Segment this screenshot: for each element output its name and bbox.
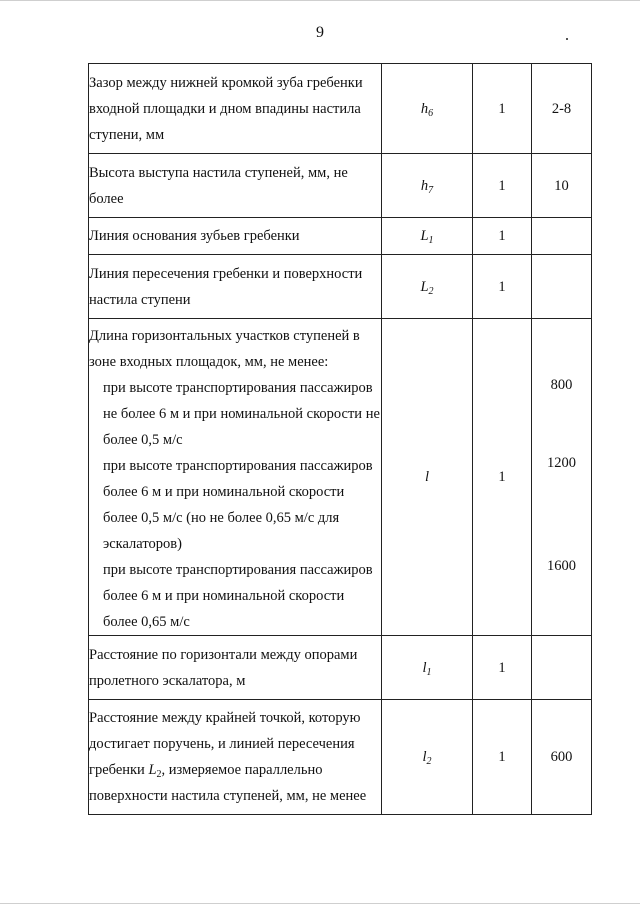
row-symbol: $L_2$: [382, 255, 473, 319]
row-value: [532, 218, 592, 255]
row-symbol: $L_1$: [382, 218, 473, 255]
scan-edge-top: [0, 0, 640, 1]
table-row: [89, 218, 592, 255]
row-description-title: Длина горизонтальных участков ступеней в зоне входных площадок, мм, не менее:: [89, 328, 360, 370]
row-symbol: $h_6$: [382, 64, 473, 154]
row-description: [89, 319, 382, 636]
row-description: Линия пересечения гребенки и поверхности настила ступени: [89, 255, 382, 319]
row-symbol: $h_7$: [382, 154, 473, 218]
page-number: 9: [316, 24, 324, 41]
parameters-table: [88, 63, 592, 815]
row-value: 800: [550, 377, 573, 393]
list-item: при высоте транспортирования пассажиров более 6 м и при номинальной скорости более 0,65 м/с: [103, 562, 373, 630]
row-quantity: 1: [473, 154, 532, 218]
row-symbol: l: [382, 319, 473, 636]
table-row: [89, 319, 592, 636]
row-quantity: 1: [473, 636, 532, 700]
row-quantity: 1: [473, 255, 532, 319]
inline-symbol: L: [148, 762, 157, 778]
row-description: Расстояние по горизонтали между опорами пролетного эскалатора, м: [89, 636, 382, 700]
row-value: 1600: [547, 558, 576, 574]
row-value: [532, 255, 592, 319]
row-description: Расстояние между крайней точкой, которую достигает поручень, и линией пересечения гребенки $L_2$, измеряемое параллельно поверхности настила ступеней, мм, не менее: [89, 700, 382, 815]
table-row: [89, 255, 592, 319]
row-description: Линия основания зубьев гребенки: [89, 218, 382, 255]
row-value: 2-8: [532, 64, 592, 154]
row-quantity: 1: [473, 64, 532, 154]
row-value: 600: [532, 700, 592, 815]
row-value: 10: [532, 154, 592, 218]
table-row: [89, 154, 592, 218]
table-row: [89, 700, 592, 815]
scan-speck: [566, 38, 568, 40]
row-quantity: 1: [473, 319, 532, 636]
row-quantity: 1: [473, 700, 532, 815]
row-value: [532, 636, 592, 700]
table-row: [89, 636, 592, 700]
list-item: при высоте транспортирования пассажиров более 6 м и при номинальной скорости более 0,5 м/с (но не более 0,65 м/с для эскалаторов): [103, 458, 373, 552]
scan-edge-bottom: [0, 903, 640, 904]
row-values: [532, 319, 592, 636]
list-item: при высоте транспортирования пассажиров не более 6 м и при номинальной скорости не более 0,5 м/с: [103, 380, 380, 448]
table-row: [89, 64, 592, 154]
row-quantity: 1: [473, 218, 532, 255]
row-symbol: $l_1$: [382, 636, 473, 700]
row-value: 1200: [547, 455, 576, 471]
row-symbol: $l_2$: [382, 700, 473, 815]
row-description: Зазор между нижней кромкой зуба гребенки входной площадки и дном впадины настила ступени, мм: [89, 64, 382, 154]
row-description: Высота выступа настила ступеней, мм, не более: [89, 154, 382, 218]
